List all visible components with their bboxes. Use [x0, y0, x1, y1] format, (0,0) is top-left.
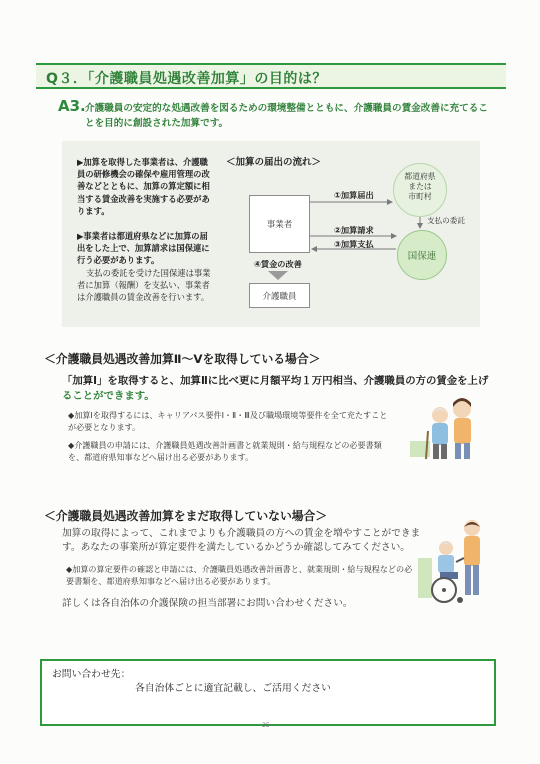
question-title: Q３．「介護職員処遇改善加算」の目的は？	[46, 71, 327, 87]
answer-text: 介護職員の安定的な処遇改善を図るための環境整備とともに、介護職員の賃金改善に充てることを目的に創設された加算です。	[85, 103, 488, 129]
caregiver-with-elder-icon	[410, 393, 486, 465]
arrow-step4	[268, 271, 288, 280]
panel-para-2-text: ▶事業者は都道府県などに加算の届出をした上で、加算請求は国保連に行う必要があります。	[77, 231, 210, 266]
contact-value: 各自治体ごとに適宜記載し、ご活用ください	[135, 683, 331, 694]
staff-box	[249, 283, 310, 308]
flow-step2: ②加算請求	[334, 225, 374, 235]
section2-para-1: 加算の取得によって、これまでよりも介護職員の方への賃金を増やすことができます。あなたの事業所が算定要件を満たしているかどうか確認してみてください。	[62, 528, 421, 553]
flow-step1: ①加算届出	[334, 190, 374, 200]
section2-bullet: ◆加算の算定要件の確認と申請には、介護職員処遇改善計画書と、就業規則・給与規程などの必要書類を、都道府県知事などへ届け出る必要があります。	[66, 564, 413, 587]
section2-para-2: 詳しくは各自治体の介護保険の担当部署にお問い合わせください。	[62, 598, 353, 609]
section2-title: ＜介護職員処遇改善加算をまだ取得していない場合＞	[44, 509, 328, 523]
section1-bullet-2: ◆介護職員の申請には、介護職員処遇改善計画書と就業規則・給与規程などの必要書類を、都道府県知事などへ届け出る必要があります。	[68, 440, 382, 463]
prefecture-circle	[393, 163, 447, 217]
flow-title: ＜加算の届出の流れ＞	[226, 157, 322, 168]
business-box	[249, 195, 310, 253]
section1-title: ＜介護職員処遇改善加算Ⅱ～Ⅴを取得している場合＞	[44, 352, 321, 366]
page-number: - 25 -	[258, 722, 274, 729]
section1-highlight-tail: ることができます。	[62, 390, 155, 402]
flow-step4: ④賃金の改善	[254, 259, 302, 269]
business-label: 事業者	[266, 220, 293, 230]
contact-label: お問い合わせ先：	[52, 669, 131, 680]
kokuhoren-circle	[397, 230, 447, 280]
answer-label: A3.	[58, 97, 86, 115]
prefecture-label: 都道府県 または 市町村	[404, 172, 436, 201]
section1-highlight-main: 「加算Ⅰ」を取得すると、加算Ⅱに比べ更に月額平均１万円相当、介護職員の方の賃金を上げ	[62, 375, 489, 387]
contact-box	[40, 659, 496, 726]
panel-para-1-text: ▶加算を取得した事業者は、介護職員の研修機会の確保や雇用管理の改善などとともに、加算の算定額に相当する賃金改善を実施する必要があります。	[77, 157, 210, 216]
kokuhoren-label: 国保連	[407, 251, 437, 262]
staff-label: 介護職員	[262, 291, 297, 302]
panel-para-3: 支払の委託を受けた国保連は事業者に加算（報酬）を支払い、事業者は介護職員の賃金改善を行います。	[77, 268, 211, 303]
flow-entrust: 支払の委託	[427, 216, 465, 225]
wheelchair-care-icon	[418, 518, 490, 606]
section1-bullet-1: ◆加算Ⅰを取得するには、キャリアパス要件Ⅰ・Ⅱ・Ⅲ及び職場環境等要件を全て充たすことが必要となります。	[68, 410, 388, 433]
flow-step3: ③加算支払	[334, 239, 374, 249]
